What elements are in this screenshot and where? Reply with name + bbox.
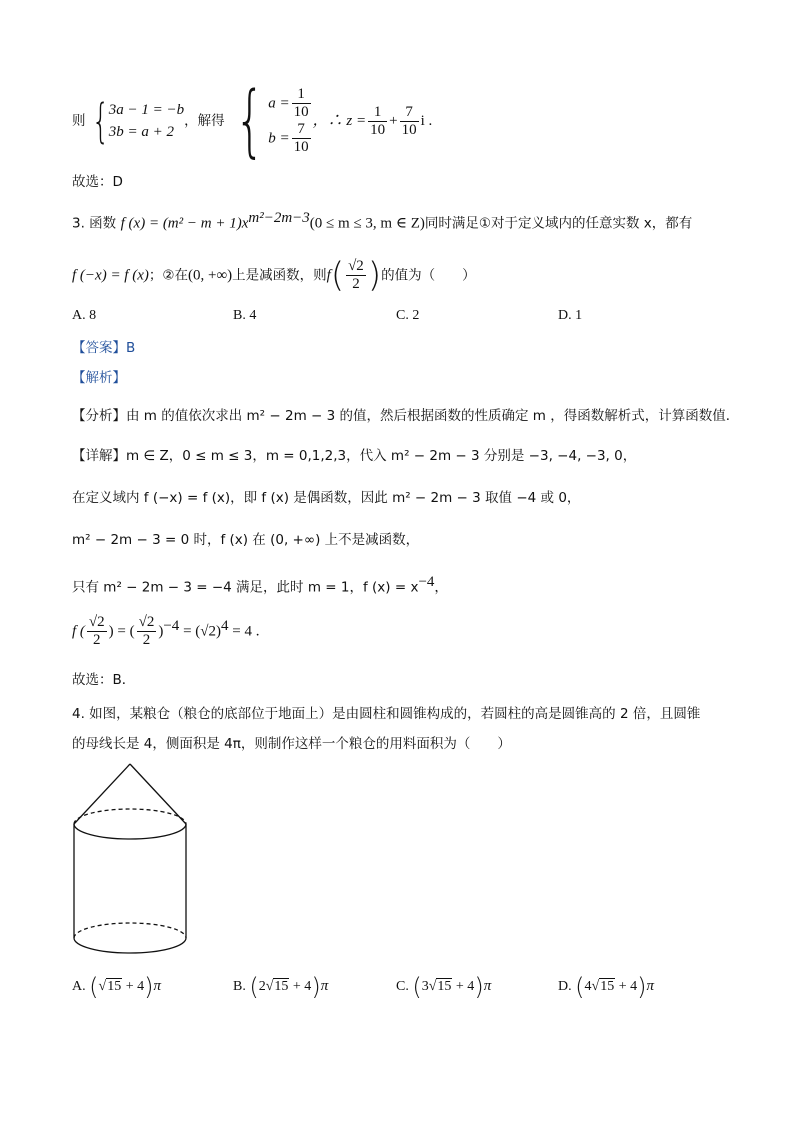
q3-line-1 bbox=[72, 208, 692, 234]
plus-sign: + bbox=[389, 113, 398, 129]
equation-2: 3b = a + 2 bbox=[108, 124, 175, 140]
q3-calc-num2: √2 bbox=[138, 614, 155, 630]
paren-close: ) bbox=[311, 972, 321, 1001]
jiede-text: ，解得 bbox=[184, 113, 225, 129]
q3-line-2 bbox=[72, 255, 476, 296]
therefore-z: ，∴ z = bbox=[312, 113, 367, 129]
bottom-ellipse-front bbox=[74, 938, 186, 953]
q3-condition: (0 ≤ m ≤ 3, m ∈ Z) bbox=[309, 215, 425, 232]
q3-even-eq: f (−x) = f (x) bbox=[72, 267, 149, 284]
q3-x: x bbox=[241, 215, 249, 232]
top-ellipse-back bbox=[74, 809, 186, 824]
q4-d-pi: π bbox=[646, 978, 654, 994]
paren-close: ) bbox=[367, 255, 382, 296]
q4-line-1: 4. 如图，某粮仓（粮仓的底部位于地面上）是由圆柱和圆锥构成的，若圆柱的高是圆锥高的 2 倍，且圆锥 bbox=[72, 706, 701, 722]
q3-line2-b: 上是减函数，则 bbox=[232, 267, 327, 284]
q4-d-label: D. bbox=[558, 979, 572, 994]
q4-a-label: A. bbox=[72, 979, 86, 994]
z-frac-1 bbox=[368, 104, 387, 139]
q4-a-rad: 15 bbox=[107, 979, 122, 994]
q3-calc-exp2: 4 bbox=[221, 617, 229, 634]
q3-calc-result: = 4 . bbox=[228, 623, 260, 640]
q3-line1-text: 同时满足①对于定义域内的任意实数 x，都有 bbox=[424, 215, 693, 232]
q4-c-pi: π bbox=[483, 978, 492, 994]
equation-1: 3a − 1 = −b bbox=[108, 102, 185, 118]
q4-d-coef: 4 bbox=[584, 979, 592, 994]
paren-open: ( bbox=[330, 255, 345, 296]
q4-d-rad: 15 bbox=[600, 979, 615, 994]
a-num: 1 bbox=[292, 86, 311, 104]
q3-only-end: ， bbox=[434, 579, 448, 596]
z-num-2: 7 bbox=[400, 104, 419, 122]
q3-calc-frac2 bbox=[137, 614, 157, 649]
equation-system bbox=[109, 99, 184, 143]
q3-calc-num1: √2 bbox=[88, 614, 105, 630]
q3-calc-exp: −4 bbox=[163, 617, 180, 634]
cone-left-edge bbox=[74, 764, 130, 824]
q4-option-a: A. (√15 + 4)π bbox=[72, 972, 161, 1001]
q4-a-pi: π bbox=[153, 978, 161, 994]
q4-d-tail: + 4 bbox=[618, 979, 638, 994]
q3-analysis-tag: 【解析】 bbox=[72, 370, 126, 386]
paren-close: ) bbox=[474, 972, 484, 1001]
q3-calc-close: ) bbox=[158, 623, 164, 640]
cone-right-edge bbox=[130, 764, 186, 824]
q3-exponent: m²−2m−3 bbox=[248, 210, 310, 226]
paren-close: ) bbox=[144, 972, 154, 1001]
top-ellipse-front bbox=[74, 824, 186, 839]
z-tail: i . bbox=[420, 113, 433, 129]
q4-c-coef: 3 bbox=[421, 979, 429, 994]
q4-a-tail: + 4 bbox=[125, 979, 145, 994]
left-brace: { bbox=[91, 94, 109, 148]
solution-system bbox=[268, 86, 312, 156]
q3-calc-f: f ( bbox=[72, 623, 85, 640]
left-brace-2: { bbox=[234, 76, 265, 166]
b-den: 10 bbox=[293, 139, 309, 155]
q4-c-tail: + 4 bbox=[455, 979, 475, 994]
q4-b-coef: 2 bbox=[258, 979, 266, 994]
a-fraction bbox=[292, 86, 311, 121]
q3-line2-c: 的值为（ ） bbox=[381, 267, 476, 284]
q3-line2-a: ；②在 bbox=[148, 267, 188, 284]
q3-option-d: D. 1 bbox=[558, 308, 583, 323]
q4-line-2: 的母线长是 4，侧面积是 4π，则制作这样一个粮仓的用料面积为（ ） bbox=[72, 736, 511, 752]
q3-calc-mid: ) = ( bbox=[108, 623, 135, 640]
a-lhs: a = bbox=[268, 95, 290, 112]
z-frac-2 bbox=[400, 104, 419, 139]
q3-zero-line: m² − 2m − 3 = 0 时，f (x) 在 (0, +∞) 上不是减函数， bbox=[72, 532, 420, 548]
paren-open: ( bbox=[249, 972, 259, 1001]
q3-func-coef: ² − m + 1) bbox=[178, 215, 242, 232]
q3-even-line: 在定义域内 f (−x) = f (x)，即 f (x) 是偶函数，因此 m² − 2m − 3 取值 −4 或 0， bbox=[72, 490, 581, 506]
q3-sqrt2-over-2 bbox=[346, 258, 366, 293]
z-num-1: 1 bbox=[368, 104, 387, 122]
q3-option-b: B. 4 bbox=[233, 308, 257, 323]
paren-open: ( bbox=[412, 972, 422, 1001]
paren-open: ( bbox=[89, 972, 99, 1001]
q3-den: 2 bbox=[352, 276, 360, 292]
q3-func-left: f (x) = (m bbox=[120, 215, 179, 232]
q3-calc-frac1 bbox=[87, 614, 107, 649]
q4-b-rad: 15 bbox=[274, 979, 289, 994]
q3-option-c: C. 2 bbox=[396, 308, 420, 323]
z-den-2: 10 bbox=[401, 121, 417, 138]
bottom-ellipse-back bbox=[74, 923, 186, 938]
q3-calc-den2: 2 bbox=[142, 632, 151, 648]
q3-calc-tail: = (√2) bbox=[179, 623, 221, 640]
paren-open: ( bbox=[575, 972, 585, 1001]
granary-figure bbox=[70, 758, 192, 964]
b-num: 7 bbox=[292, 121, 311, 139]
b-fraction bbox=[292, 121, 311, 156]
paren-close: ) bbox=[637, 972, 647, 1001]
q3-f: f bbox=[326, 267, 331, 284]
q4-b-pi: π bbox=[320, 978, 329, 994]
q4-b-label: B. bbox=[233, 979, 246, 994]
ze-text: 则 bbox=[72, 113, 86, 129]
q3-only-exp: −4 bbox=[418, 574, 435, 590]
q3-only-line bbox=[72, 572, 448, 598]
z-den-1: 10 bbox=[370, 121, 386, 138]
q3-prefix: 3. 函数 bbox=[72, 215, 117, 232]
q3-interval: (0, +∞) bbox=[187, 267, 233, 284]
a-den: 10 bbox=[293, 104, 309, 120]
q3-calc-den1: 2 bbox=[93, 632, 101, 648]
q4-option-b: B. (2√15 + 4)π bbox=[233, 972, 329, 1001]
q2-answer: 故选：D bbox=[72, 174, 123, 190]
q3-option-a: A. 8 bbox=[72, 308, 97, 323]
q4-option-c: C. (3√15 + 4)π bbox=[396, 972, 492, 1001]
q3-fenxi: 【分析】由 m 的值依次求出 m² − 2m − 3 的值，然后根据函数的性质确定 m ，得函数解析式，计算函数值． bbox=[72, 408, 740, 424]
q3-num: √2 bbox=[348, 258, 364, 274]
q4-b-tail: + 4 bbox=[292, 979, 312, 994]
q4-option-d: D. (4√15 + 4)π bbox=[558, 972, 654, 1001]
q3-answer-tag: 【答案】B bbox=[72, 340, 136, 356]
q3-xiangjie: 【详解】m ∈ Z，0 ≤ m ≤ 3，m = 0,1,2,3，代入 m² − 2m − 3 分别是 −3, −4, −3, 0， bbox=[72, 448, 637, 464]
q2-solution-line bbox=[72, 76, 433, 166]
q4-c-label: C. bbox=[396, 979, 409, 994]
q3-calc-line bbox=[72, 614, 259, 649]
q3-final-answer: 故选：B． bbox=[72, 672, 136, 688]
q4-c-rad: 15 bbox=[437, 979, 452, 994]
b-lhs: b = bbox=[268, 130, 290, 147]
q3-only-text: 只有 m² − 2m − 3 = −4 满足，此时 m = 1，f (x) = x bbox=[72, 579, 419, 596]
